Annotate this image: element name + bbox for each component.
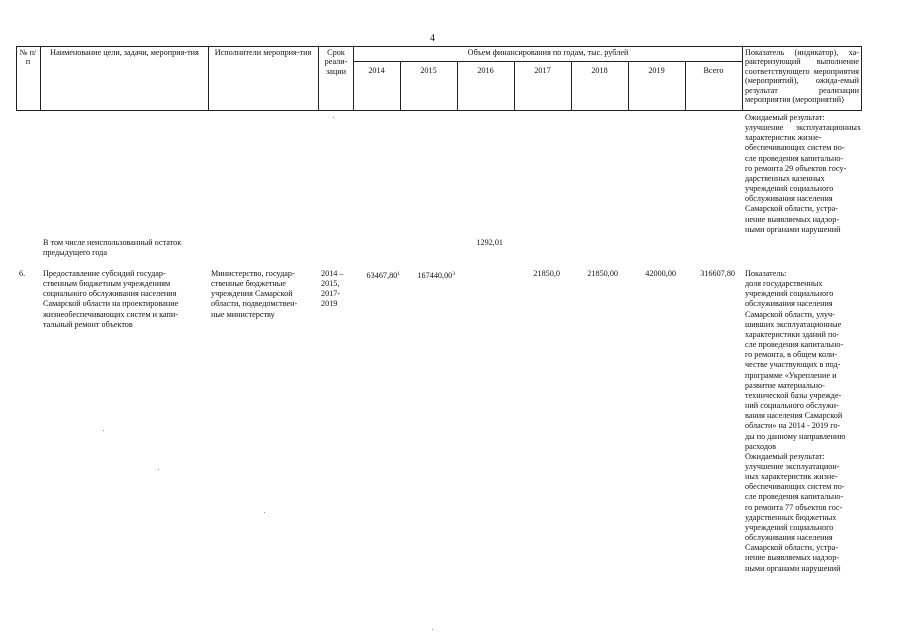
text-line: В том числе неиспользованный остаток <box>43 238 182 247</box>
footnote-mark: 1 <box>397 271 400 277</box>
text-line: ды по данному направлению <box>745 431 846 441</box>
row6-value-total: 316607,80 <box>700 269 735 278</box>
text-line: предыдущего года <box>43 248 107 258</box>
text-line: Предоставление субсидий государ- <box>43 269 166 278</box>
text-line: Ожидаемый результат: <box>745 451 825 461</box>
text-line: Министерство, государ- <box>211 269 295 278</box>
row6-number: 6. <box>19 269 26 278</box>
text-line: ственные бюджетные <box>211 279 286 289</box>
text-line: сле проведения капитально- <box>745 340 844 350</box>
text-line: ударственных бюджетных <box>745 512 837 522</box>
row6-value-2019: 42000,00 <box>645 269 676 278</box>
header-year-2015: 2015 <box>420 66 437 75</box>
text-line: Самарской области, устра- <box>745 204 838 214</box>
text-line: го ремонта 77 объектов гос- <box>745 502 843 512</box>
text-line: Самарской области, улуч- <box>745 309 835 319</box>
text-line: обслуживания населения <box>745 533 833 543</box>
header-executors: Исполнители мероприя-тия <box>214 48 312 57</box>
header-year-2014: 2014 <box>368 66 385 75</box>
header-name: Наименование цели, задачи, мероприя-тия <box>50 48 199 57</box>
scan-speck <box>264 512 265 513</box>
row6-value-2014 <box>354 269 400 281</box>
scan-speck <box>103 430 104 431</box>
text-line: обслуживания населения <box>745 194 833 204</box>
text-line: Самарской области на проектирование <box>43 299 179 309</box>
text-line: Ожидаемый результат: <box>745 113 825 122</box>
row6-value-2015 <box>400 269 455 281</box>
text-line: обеспечивающих систем по- <box>745 482 845 492</box>
text-line: сле проведения капитально- <box>745 492 844 502</box>
row6-term <box>321 269 353 310</box>
page-number: 4 <box>430 33 435 44</box>
text-line: обеспечивающих систем по- <box>745 143 845 153</box>
text-line: развитие материально- <box>745 380 825 390</box>
text-line: нение выявляемых надзор- <box>745 553 840 563</box>
text-line: учреждений социального <box>745 522 834 532</box>
text-line: Самарской области, устра- <box>745 543 838 553</box>
row6-value-2017: 21850,0 <box>533 269 560 278</box>
scan-speck <box>333 117 334 118</box>
text-line: области» на 2014 - 2019 го- <box>745 421 841 431</box>
text-line: дарственных казенных <box>745 173 825 183</box>
header-year-2019: 2019 <box>648 66 665 75</box>
text-line: учреждений социального <box>745 289 834 299</box>
text-line: 2015, <box>321 279 340 289</box>
remainder-label <box>43 238 208 258</box>
text-line: области, подведомствен- <box>211 299 298 309</box>
text-line: программе «Укрепление и <box>745 370 837 380</box>
footnote-mark: 3 <box>452 271 455 277</box>
row6-name <box>43 269 207 330</box>
text-line: ными органами нарушений <box>745 563 841 573</box>
text-line: ных характеристик жизне- <box>745 472 838 482</box>
text-line: учреждения Самарской <box>211 289 293 299</box>
text-line: расходов <box>745 441 777 451</box>
text-line: нение выявляемых надзор- <box>745 214 840 224</box>
text-line: ний социального обслужи- <box>745 401 839 411</box>
header-year-2018: 2018 <box>591 66 608 75</box>
text-line: ными органами нарушений <box>745 224 841 234</box>
text-line: характеристики зданий по- <box>745 329 840 339</box>
header-year-2016: 2016 <box>477 66 494 75</box>
header-year-2017: 2017 <box>534 66 551 75</box>
row6-value-2018: 21850,00 <box>587 269 618 278</box>
text-line: честве участвующих в под- <box>745 360 841 370</box>
text-line: Показатель: <box>745 269 787 278</box>
text-line: жизнеобеспечивающих систем и капи- <box>43 309 178 319</box>
text-line: го ремонта, в общем коли- <box>745 350 838 360</box>
text-line: шивших эксплуатационные <box>745 319 842 329</box>
text-line: 2014 – <box>321 269 344 278</box>
text-line: улучшение эксплуатационных характеристик жизне- <box>745 123 861 143</box>
remainder-value-2016: 1292,01 <box>476 238 503 247</box>
text-line: сле проведения капитально- <box>745 153 844 163</box>
continuation-indicator <box>745 113 861 235</box>
header-indicator: Показатель (индикатор), ха-рактеризующий выполнение соответствующего мероприятия (мероприятий), ожида-емый результат реализации мероприятия (мероприятий) <box>745 48 859 105</box>
text-line: учреждений социального <box>745 184 834 194</box>
text-line: социального обслуживания населения <box>43 289 177 299</box>
text-line: го ремонта 29 объектов госу- <box>745 163 847 173</box>
scan-speck <box>158 469 159 470</box>
text-line: улучшение эксплуатацион- <box>745 461 840 471</box>
text-line: доля государственных <box>745 279 823 289</box>
scan-speck <box>432 629 433 630</box>
value-text: 63467,80 <box>366 271 398 280</box>
header-num: № п/п <box>19 48 37 67</box>
header-total: Всего <box>703 66 724 75</box>
text-line: тальный ремонт объектов <box>43 319 133 329</box>
row6-indicator <box>745 269 861 574</box>
text-line: ные министерству <box>211 309 275 319</box>
text-line: технической базы учрежде- <box>745 390 842 400</box>
header-funding-title: Объем финансирования по годам, тыс. рублей <box>467 48 629 57</box>
text-line: 2019 <box>321 299 338 309</box>
text-line: вания населения Самарской <box>745 411 843 421</box>
text-line: ственным бюджетным учреждениям <box>43 279 171 289</box>
text-line: обслуживания населения <box>745 299 833 309</box>
header-term: Срок реали-зации <box>324 48 348 76</box>
row6-executors <box>211 269 317 320</box>
text-line: 2017- <box>321 289 341 299</box>
value-text: 167440,00 <box>417 271 453 280</box>
